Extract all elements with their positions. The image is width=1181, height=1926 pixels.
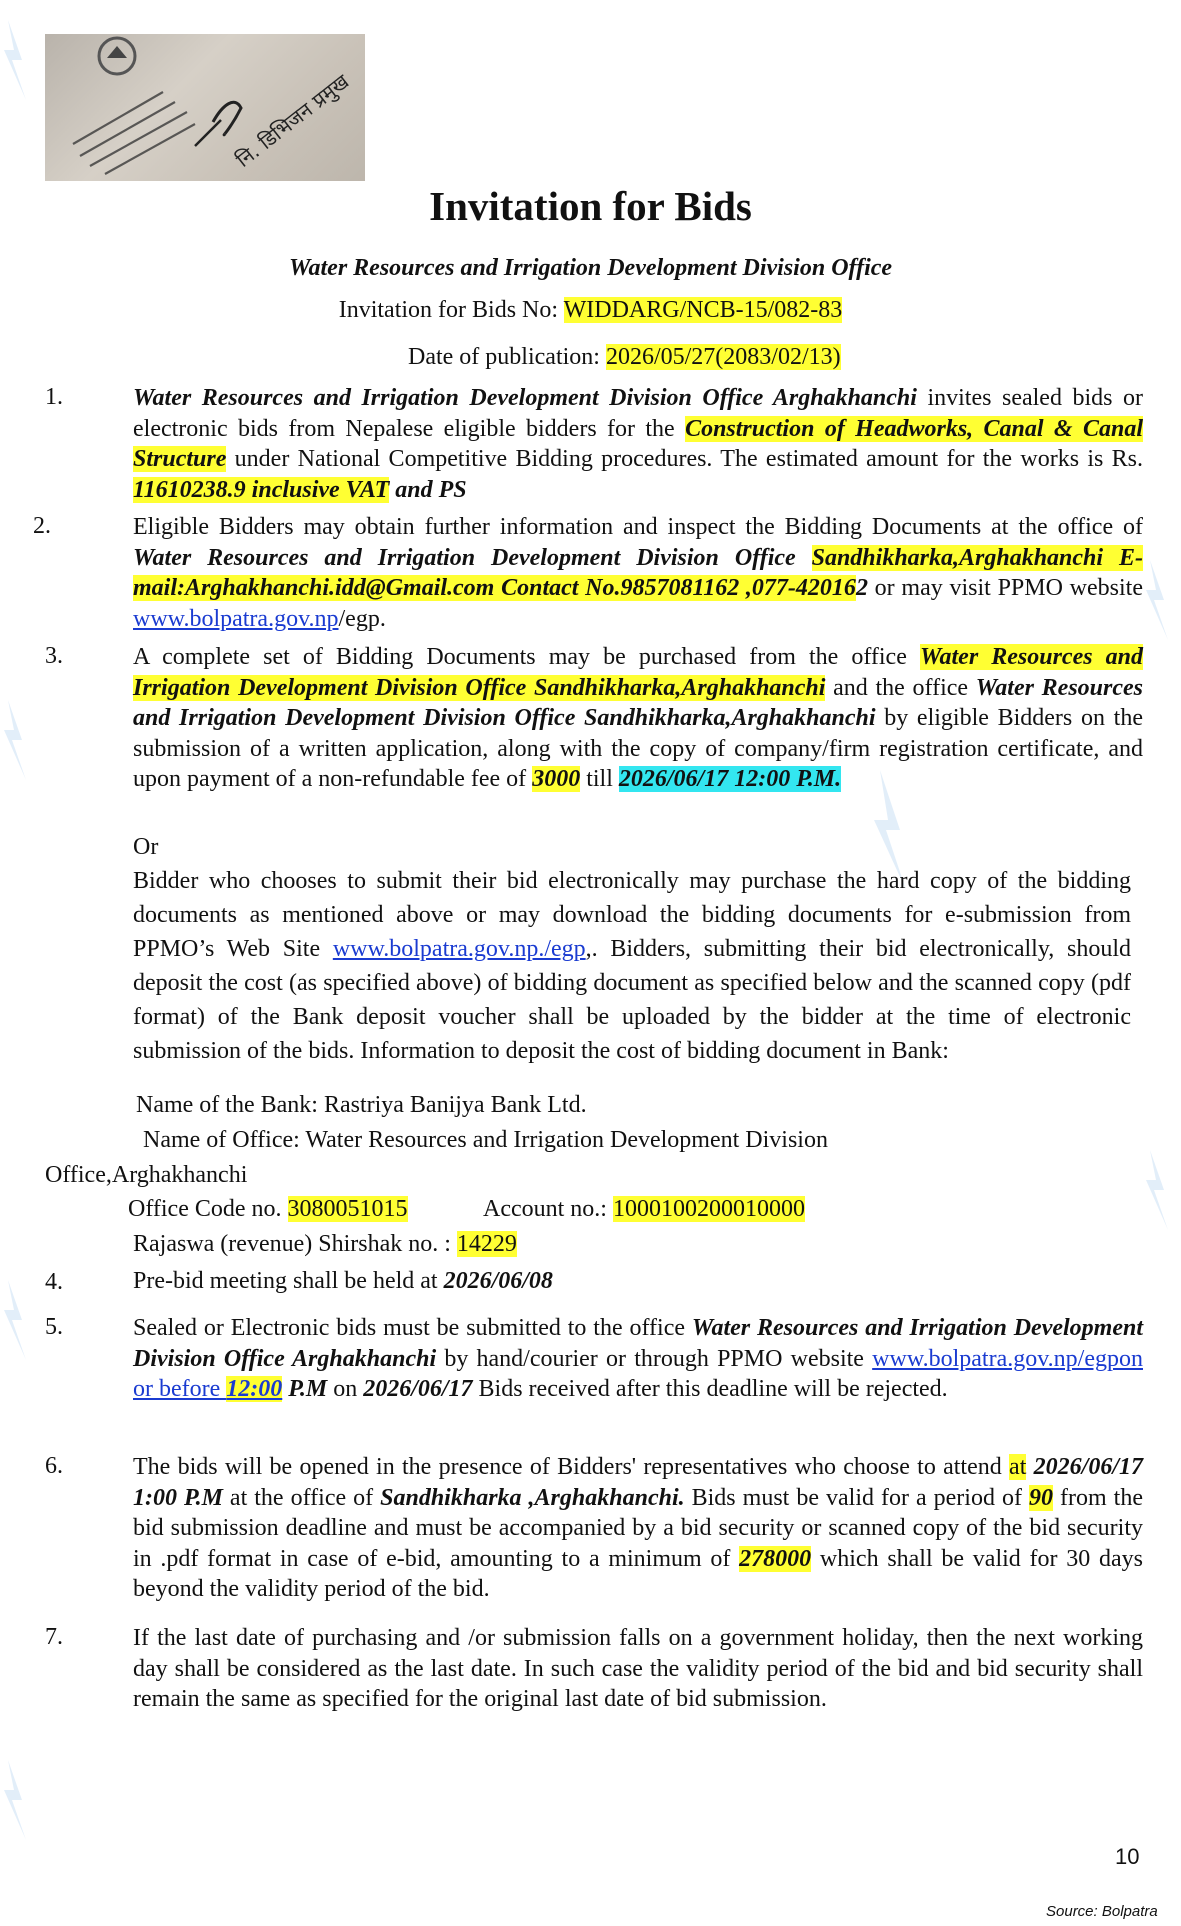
pre-bid-date: 2026/06/08 <box>443 1268 553 1294</box>
para-number: 1. <box>45 384 63 410</box>
bid-security: 278000 <box>739 1545 812 1572</box>
publication-date-line <box>408 344 841 371</box>
text: on <box>327 1376 364 1403</box>
paragraph-3-electronic <box>133 864 1131 1068</box>
text <box>796 545 812 571</box>
paragraph-4 <box>133 1268 553 1295</box>
para-number: 4. <box>45 1269 63 1295</box>
ifb-number: WIDDARG/NCB-15/082-83 <box>563 297 843 323</box>
office-name: Water Resources and Irrigation Development Division Office Sandhikharka,Arghakhanchi <box>133 644 1143 701</box>
opening-datetime: 2026/06/17 1:00 P.M <box>133 1454 1144 1511</box>
source-credit: Source: Bolpatra <box>1046 1903 1158 1920</box>
estimated-amount: 11610238.9 inclusive VAT <box>133 476 390 503</box>
text: which shall be valid for 30 days beyond the validity period of the bid. <box>133 1545 1143 1603</box>
purchase-deadline: 2026/06/17 12:00 P.M. <box>618 766 842 793</box>
validity-days: 90 <box>1028 1484 1053 1511</box>
text: at <box>1009 1454 1027 1480</box>
submission-link[interactable]: www.bolpatra.gov.np/egpon or before <box>133 1345 1143 1403</box>
paragraph-5 <box>133 1313 1143 1405</box>
text: at the office of <box>222 1484 381 1511</box>
account-number: 1000100200010000 <box>612 1196 805 1222</box>
bank-office-name-cont: Office,Arghakhanchi <box>45 1162 248 1188</box>
office-code: 3080051015 <box>287 1196 408 1222</box>
paragraph-1 <box>133 383 1143 505</box>
ppmo-website-link[interactable]: www.bolpatra.gov.np <box>133 605 339 632</box>
text: /egp. <box>338 605 386 632</box>
text: The bids will be opened in the presence of Bidders' representatives who choose to attend <box>133 1454 1010 1480</box>
submission-date: 2026/06/17 <box>363 1376 473 1403</box>
para-number: 5. <box>45 1314 63 1340</box>
bank-name: Name of the Bank: Rastriya Banijya Bank Ltd. <box>136 1092 587 1118</box>
office-name: Water Resources and Irrigation Development Division Office Arghakhanchi <box>133 385 917 411</box>
office-name: Water Resources and Irrigation Development Division Office <box>133 544 796 571</box>
document-title: Invitation for Bids <box>429 183 752 229</box>
page-number: 10 <box>1115 1844 1140 1869</box>
submission-time: 12:00 <box>226 1376 283 1403</box>
office-code-label: Office Code no. <box>128 1196 288 1222</box>
pub-label: Date of publication: <box>408 344 600 370</box>
text: Pre-bid meeting shall be held at <box>133 1268 444 1294</box>
text: or may visit PPMO website <box>867 575 1143 602</box>
bank-office-name: Name of Office: Water Resources and Irrigation Development Division <box>143 1127 828 1153</box>
text: by eligible Bidders on the submission of a written application, along with the copy of company/firm registration certificate, and upon payment of a non-refundable fee of <box>133 705 1143 793</box>
document-fee: 3000 <box>532 766 581 793</box>
revenue-line <box>133 1231 517 1258</box>
text: and PS <box>389 476 467 503</box>
text: Eligible Bidders may obtain further information and inspect the Bidding Documents at the office of <box>133 514 1143 540</box>
text: Sealed or Electronic bids must be submitted to the office <box>133 1315 692 1341</box>
text: Bidder who chooses to submit their bid electronically may purchase the hard copy of the bidding documents as mentioned above or may download the bidding documents for e-submission from PPMO’s Web Site <box>133 868 1131 962</box>
office-name: Water Resources and Irrigation Development Division Office Sandhikharka,Arghakhanchi <box>133 674 1143 732</box>
text: Bids received after this deadline will be rejected. <box>472 1376 948 1403</box>
signature-text: नि. डिभिजन प्रमुख <box>231 69 354 172</box>
ifb-label: Invitation for Bids No: <box>338 297 559 323</box>
text: A complete set of Bidding Documents may be purchased from the office <box>133 644 920 670</box>
text: till <box>580 766 619 793</box>
pub-date: 2026/05/27(2083/02/13) <box>605 344 841 370</box>
stamp-seal-icon <box>45 34 365 181</box>
contact-details: Sandhikharka,Arghakhanchi E-mail:Arghakhanchi.idd@Gmail.com Contact No.9857081162 ,077-42016 <box>133 544 1143 602</box>
paragraph-7: If the last date of purchasing and /or submission falls on a government holiday, then the next working day shall be considered as the last date. In such case the validity period of the bid and bid security shall remain the same as specified for the original last date of bid submission. <box>133 1625 1143 1713</box>
office-code-line <box>128 1196 408 1223</box>
text: and the office <box>825 674 976 701</box>
text: from the bid submission deadline and must be accompanied by a bid security or scanned copy of the bid security in .pdf format in case of e-bid, amounting to a minimum of <box>133 1484 1143 1572</box>
text <box>1026 1454 1033 1480</box>
or-separator: Or <box>133 834 159 860</box>
egp-link[interactable]: www.bolpatra.gov.np./egp <box>332 936 586 962</box>
paragraph-2 <box>133 512 1143 634</box>
para-number: 6. <box>45 1453 63 1479</box>
paragraph-6 <box>133 1452 1143 1605</box>
revenue-label: Rajaswa (revenue) Shirshak no. : <box>133 1231 457 1257</box>
paragraph-3 <box>133 642 1143 795</box>
opening-place: Sandhikharka ,Arghakhanchi. <box>380 1484 685 1511</box>
text: invites sealed bids or electronic bids from Nepalese eligible bidders for the <box>133 385 1143 442</box>
text: P.M <box>282 1376 328 1403</box>
work-name: Construction of Headworks, Canal & Canal Structure <box>133 415 1143 473</box>
para-number: 7. <box>45 1624 63 1650</box>
office-heading: Water Resources and Irrigation Development Division Office <box>288 255 893 281</box>
official-stamp-image <box>45 34 365 181</box>
text: ,. Bidders, submitting their bid electronically, should deposit the cost (as specified above) of bidding document as specified below and the scanned copy (pdf format) of the Bank deposit voucher shall be uploaded by the bidder at the time of electronic submission of the bids. Information to deposit the cost of bidding document in Bank: <box>133 936 1131 1064</box>
para-number: 2. <box>33 513 51 539</box>
account-label: Account no.: <box>483 1196 613 1222</box>
text: Bids must be valid for a period of <box>684 1484 1029 1511</box>
ifb-number-line <box>0 297 1181 324</box>
account-line <box>483 1196 805 1223</box>
revenue-code: 14229 <box>456 1231 517 1257</box>
text: by hand/courier or through PPMO website <box>436 1345 873 1372</box>
office-name: Water Resources and Irrigation Development Division Office Arghakhanchi <box>133 1315 1144 1372</box>
para-number: 3. <box>45 643 63 669</box>
text: 2 <box>855 575 868 602</box>
text: under National Competitive Bidding procedures. The estimated amount for the works is Rs. <box>226 446 1143 473</box>
